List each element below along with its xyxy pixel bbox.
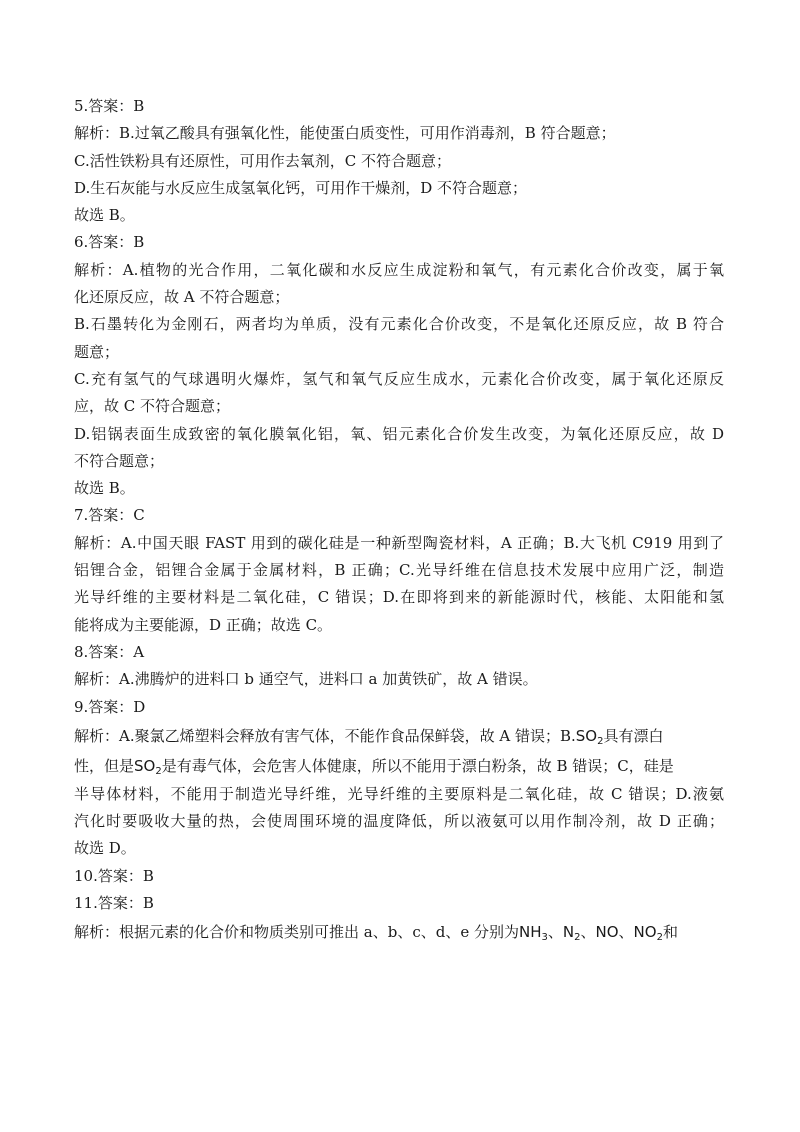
explanation-8-line-1: 解析：A.沸腾炉的进料口 b 通空气，进料口 a 加黄铁矿，故 A 错误。 (74, 670, 538, 689)
explanation-9-line-3: 半导体材料，不能用于制造光导纤维，光导纤维的主要原料是二氧化硅，故 C 错误；D.液氨 (74, 784, 724, 803)
explanation-11-line-1 (74, 917, 724, 947)
formula-n2: $N_2$ (562, 923, 581, 944)
explanation-9-text-b: 具有漂白 (603, 726, 664, 745)
formula-nh3: $NH_3$ (518, 923, 548, 944)
answer-10: 10.答案：B (74, 866, 154, 885)
explanation-6-line-9: 故选 B。 (74, 479, 135, 498)
explanation-6-line-7: D.铝锅表面生成致密的氧化膜氧化铝，氧、铝元素化合价发生改变，为氧化还原反应，故 D (74, 424, 724, 443)
formula-so: SO (134, 756, 156, 775)
answer-11: 11.答案：B (74, 894, 154, 913)
answer-content (74, 93, 724, 947)
explanation-6-line-1: 解析：A.植物的光合作用，二氧化碳和水反应生成淀粉和氧气，有元素化合价改变，属于氧 (74, 260, 724, 279)
explanation-9-text-d: 是有毒气体，会危害人体健康，所以不能用于漂白粉条，故 B 错误；C，硅是 (161, 756, 674, 775)
explanation-5-line-4: 故选 B。 (74, 206, 135, 225)
answer-9: 9.答案：D (74, 697, 146, 716)
explanation-7-line-1: 解析：A.中国天眼 FAST 用到的碳化硅是一种新型陶瓷材料，A 正确；B.大飞机 C919 用到了 (74, 533, 724, 552)
separator: 、 (580, 923, 596, 942)
explanation-6-line-8: 不符合题意； (74, 451, 165, 470)
formula-so2 (134, 757, 162, 775)
answer-7: 7.答案：C (74, 506, 145, 525)
answer-8: 8.答案：A (74, 642, 145, 661)
explanation-9-line-4: 汽化时要吸收大量的热，会使周围环境的温度降低，所以液氨可以用作制冷剂，故 D 正确； (74, 812, 724, 831)
explanation-9-line-1 (74, 721, 724, 751)
explanation-6-line-2: 化还原反应，故 A 不符合题意； (74, 288, 290, 307)
answer-5: 5.答案：B (74, 97, 145, 115)
explanation-11-text: 解析：根据元素的化合价和物质类别可推出 a、b、c、d、e 分别为 (74, 923, 519, 942)
explanation-7-line-3: 光导纤维的主要材料是二氧化硅，C 错误；D.在即将到来的新能源时代，核能、太阳能和氢 (74, 588, 724, 607)
formula-subscript: 2 (155, 765, 162, 777)
explanation-9-line-5: 故选 D。 (74, 839, 136, 858)
formula-no: NO (595, 923, 619, 942)
explanation-9-text-c: 性，但是 (74, 756, 135, 775)
explanation-11-tail: 和 (662, 923, 678, 942)
explanation-6-line-4: 题意； (74, 342, 120, 361)
formula-so2 (576, 727, 604, 745)
explanation-7-line-2: 铝锂合金，铝锂合金属于金属材料，B 正确；C.光导纤维在信息技术发展中应用广泛，制造 (74, 561, 724, 580)
explanation-5-line-1: 解析：B.过氧乙酸具有强氧化性，能使蛋白质变性，可用作消毒剂，B 符合题意； (74, 124, 616, 143)
formula-so: SO (575, 726, 598, 745)
explanation-9-text-a: 解析：A.聚氯乙烯塑料会释放有害气体，不能作食品保鲜袋，故 A 错误；B. (74, 726, 576, 745)
explanation-6-line-3: B.石墨转化为金刚石，两者均为单质，没有元素化合价改变，不是氧化还原反应，故 B 符合 (74, 315, 724, 334)
explanation-6-line-6: 应，故 C 不符合题意； (74, 397, 231, 416)
separator: 、 (547, 923, 563, 942)
formula-no2: $NO_2$ (633, 923, 663, 944)
explanation-6-line-5: C.充有氢气的气球遇明火爆炸，氢气和氧气反应生成水，元素化合价改变，属于氧化还原反 (74, 369, 724, 388)
explanation-5-line-3: D.生石灰能与水反应生成氢氧化钙，可用作干燥剂，D 不符合题意； (74, 178, 528, 197)
formula-subscript: 2 (597, 735, 604, 747)
explanation-5-line-2: C.活性铁粉具有还原性，可用作去氧剂，C 不符合题意； (74, 151, 451, 170)
explanation-7-line-4: 能将成为主要能源，D 正确；故选 C。 (74, 615, 333, 634)
answer-6: 6.答案：B (74, 233, 145, 252)
explanation-9-line-2 (74, 751, 724, 781)
separator: 、 (618, 923, 634, 942)
